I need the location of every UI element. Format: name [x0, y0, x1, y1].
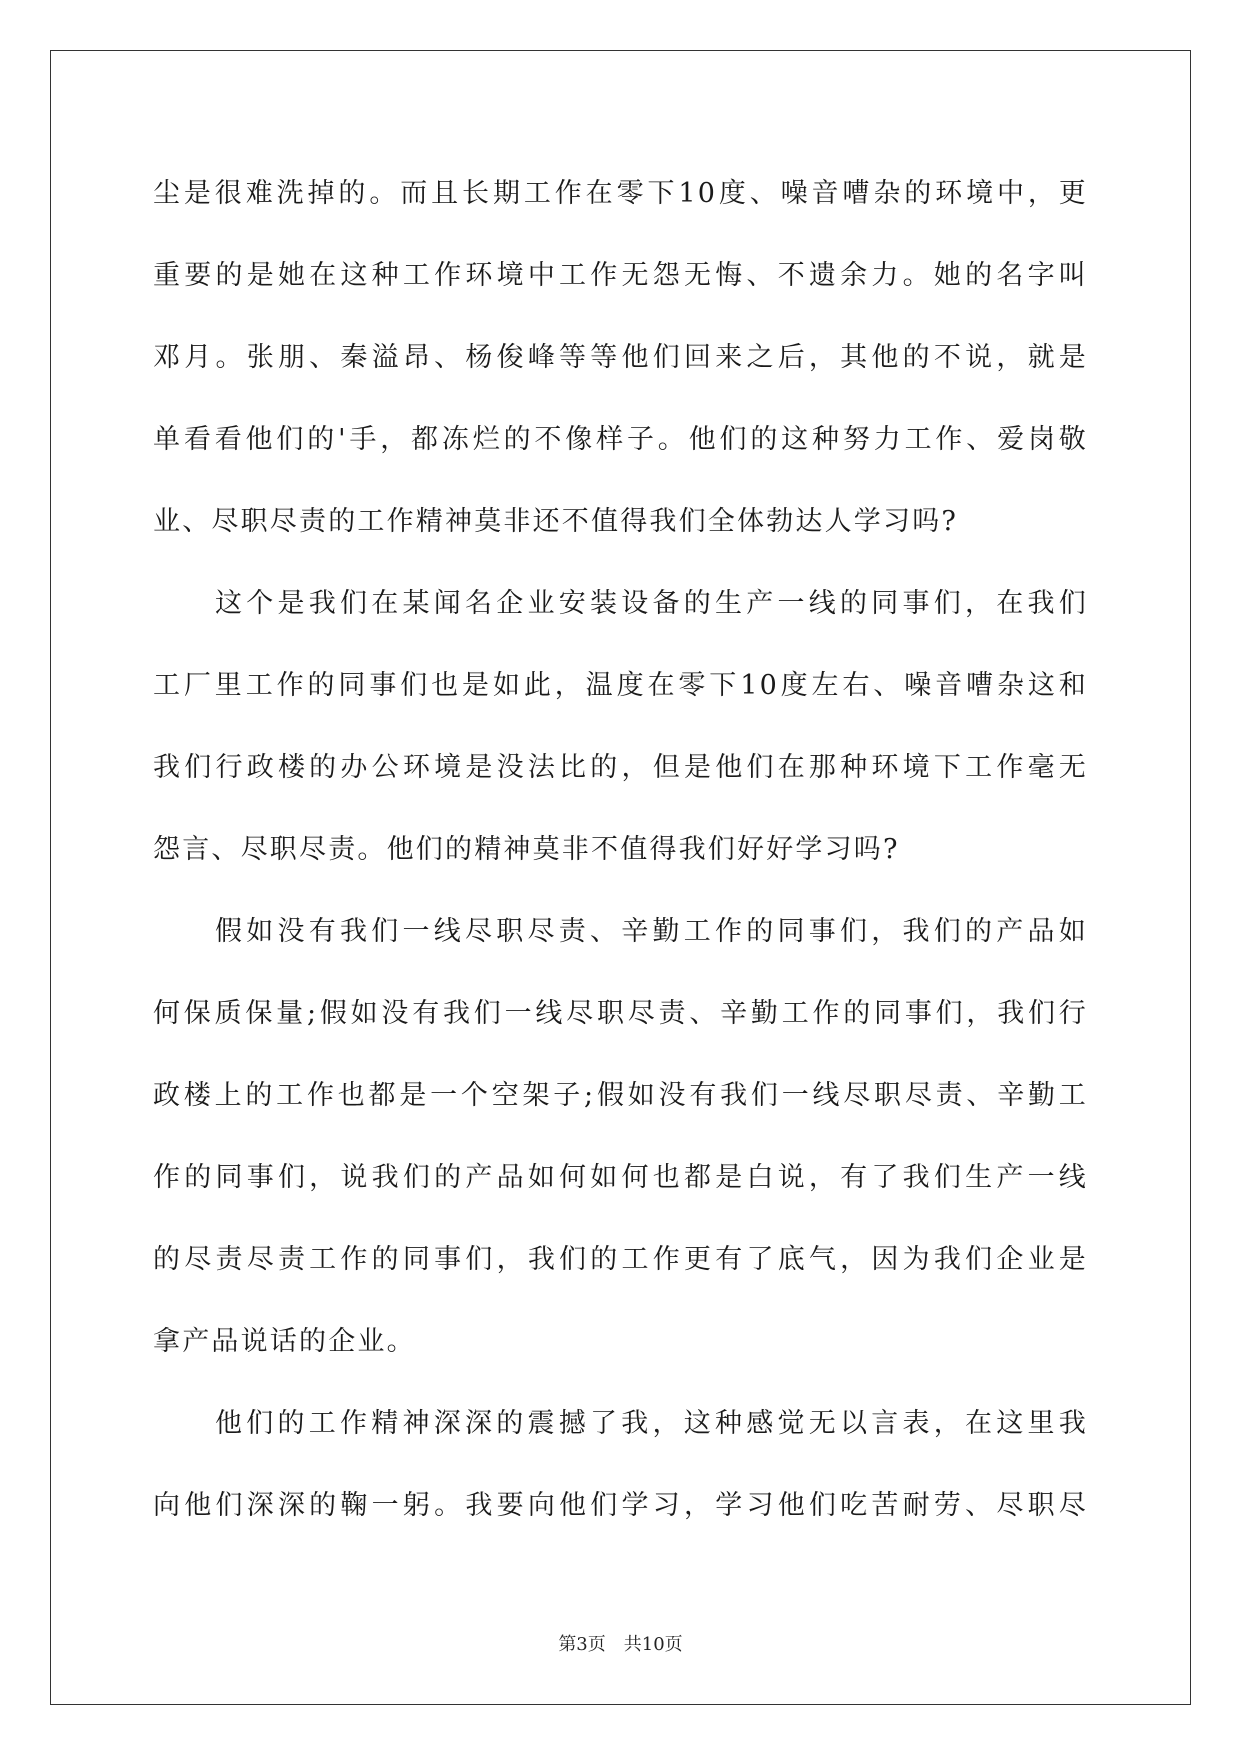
- text-line-last: 业、尽职尽责的工作精神莫非还不值得我们全体勃达人学习吗?: [153, 506, 959, 537]
- text-line-first: 这个是我们在某闻名企业安装设备的生产一线的同事们，在我们: [215, 588, 1088, 619]
- paragraph-1: [153, 153, 1088, 563]
- text-line: 重要的是她在这种工作环境中工作无怨无悔、不遗余力。她的名字叫: [153, 260, 1088, 291]
- text-line-first: 假如没有我们一线尽职尽责、辛勤工作的同事们，我们的产品如: [215, 916, 1088, 947]
- text-line: 尘是很难洗掉的。而且长期工作在零下10度、噪音嘈杂的环境中，更: [153, 178, 1088, 209]
- paragraph-4: [153, 1383, 1088, 1547]
- text-line-last: 拿产品说话的企业。: [153, 1326, 416, 1357]
- document-body: [153, 153, 1088, 1547]
- text-line: 邓月。张朋、秦溢昂、杨俊峰等等他们回来之后，其他的不说，就是: [153, 342, 1088, 373]
- text-line: 作的同事们，说我们的产品如何如何也都是白说，有了我们生产一线: [153, 1162, 1088, 1193]
- text-line-last: 怨言、尽职尽责。他们的精神莫非不值得我们好好学习吗?: [153, 834, 900, 865]
- page-footer: [0, 1630, 1241, 1656]
- page-number-current: 第3页: [558, 1634, 606, 1655]
- paragraph-3: [153, 891, 1088, 1383]
- text-line: 政楼上的工作也都是一个空架子;假如没有我们一线尽职尽责、辛勤工: [153, 1080, 1088, 1111]
- page-number-total: 共10页: [623, 1634, 683, 1655]
- text-line: 何保质保量;假如没有我们一线尽职尽责、辛勤工作的同事们，我们行: [153, 998, 1088, 1029]
- paragraph-2: [153, 563, 1088, 891]
- text-line: 工厂里工作的同事们也是如此，温度在零下10度左右、噪音嘈杂这和: [153, 670, 1088, 701]
- text-line: 单看看他们的'手，都冻烂的不像样子。他们的这种努力工作、爱岗敬: [153, 424, 1088, 455]
- text-line-first: 他们的工作精神深深的震撼了我，这种感觉无以言表，在这里我: [215, 1408, 1088, 1439]
- text-line: 向他们深深的鞠一躬。我要向他们学习，学习他们吃苦耐劳、尽职尽: [153, 1490, 1088, 1521]
- text-line: 的尽责尽责工作的同事们，我们的工作更有了底气，因为我们企业是: [153, 1244, 1088, 1275]
- text-line: 我们行政楼的办公环境是没法比的，但是他们在那种环境下工作毫无: [153, 752, 1088, 783]
